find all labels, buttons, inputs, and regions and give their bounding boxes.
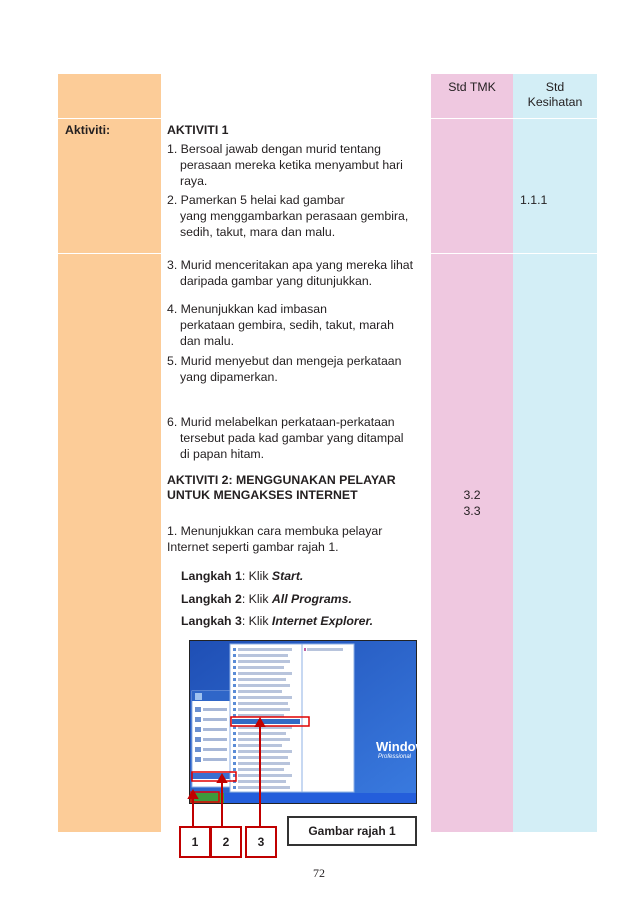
step-2-target: All Programs. <box>271 592 352 606</box>
aktiviti1-item-2-line1: 2. Pamerkan 5 helai kad gambar <box>167 193 345 207</box>
std-tmk-header: Std TMK <box>448 80 496 94</box>
step-2-label: Langkah 2 <box>181 592 242 606</box>
windows-logo-text: Window <box>376 739 426 754</box>
aktiviti1-item-4-line3: dan malu. <box>180 334 235 348</box>
step-1-target: Start. <box>271 569 304 583</box>
std-kesihatan-header-line2: Kesihatan <box>527 95 583 109</box>
aktiviti1-item-2-line2: yang menggambarkan perasaan gembira, <box>180 209 409 223</box>
aktiviti1-title: AKTIVITI 1 <box>167 123 229 137</box>
aktiviti1-item-3-line2: daripada gambar yang ditunjukkan. <box>180 274 373 288</box>
row-label: Aktiviti: <box>65 123 111 137</box>
aktiviti2-title-line1: AKTIVITI 2: MENGGUNAKAN PELAYAR <box>167 473 396 487</box>
aktiviti1-item-6-line2: tersebut pada kad gambar yang ditampal <box>180 431 404 445</box>
aktiviti2-intro-line1: 1. Menunjukkan cara membuka pelayar <box>167 524 383 538</box>
tmk-code-1: 3.2 <box>463 488 481 502</box>
aktiviti1-item-6-line1: 6. Murid melabelkan perkataan-perkataan <box>167 415 395 429</box>
aktiviti1-item-3-line1: 3. Murid menceritakan apa yang mereka lihat <box>167 258 414 272</box>
aktiviti1-item-1-line1: 1. Bersoal jawab dengan murid tentang <box>167 142 381 156</box>
std-kesihatan-header-line1: Std <box>545 80 565 94</box>
kesihatan-code: 1.1.1 <box>520 193 548 207</box>
step-3-target: Internet Explorer. <box>271 614 374 628</box>
callout-1: 1 <box>179 826 211 858</box>
page-number: 72 <box>313 866 325 880</box>
step-1-label: Langkah 1 <box>181 569 242 583</box>
aktiviti1-item-5-line2: yang dipamerkan. <box>180 370 278 384</box>
step-2-text: : Klik <box>241 592 272 606</box>
aktiviti2-title-line2: UNTUK MENGAKSES INTERNET <box>167 488 358 502</box>
callout-3: 3 <box>245 826 277 858</box>
windows-edition-text: Professional <box>378 754 412 760</box>
aktiviti1-item-1-line3: raya. <box>180 174 208 188</box>
aktiviti1-item-4-line2: perkataan gembira, sedih, takut, marah <box>180 318 394 332</box>
aktiviti2-intro-line2: Internet seperti gambar rajah 1. <box>167 540 339 554</box>
aktiviti1-item-5-line1: 5. Murid menyebut dan mengeja perkataan <box>167 354 402 368</box>
step-1-text: : Klik <box>241 569 272 583</box>
step-3-label: Langkah 3 <box>181 614 242 628</box>
figure-caption: Gambar rajah 1 <box>287 816 417 846</box>
aktiviti1-item-2-line3: sedih, takut, mara dan malu. <box>180 225 336 239</box>
aktiviti1-item-6-line3: di papan hitam. <box>180 447 265 461</box>
step-3-text: : Klik <box>241 614 272 628</box>
aktiviti1-item-4-line1: 4. Menunjukkan kad imbasan <box>167 302 327 316</box>
aktiviti1-item-1-line2: perasaan mereka ketika menyambut hari <box>180 158 403 172</box>
callout-2: 2 <box>210 826 242 858</box>
tmk-code-2: 3.3 <box>463 504 481 518</box>
